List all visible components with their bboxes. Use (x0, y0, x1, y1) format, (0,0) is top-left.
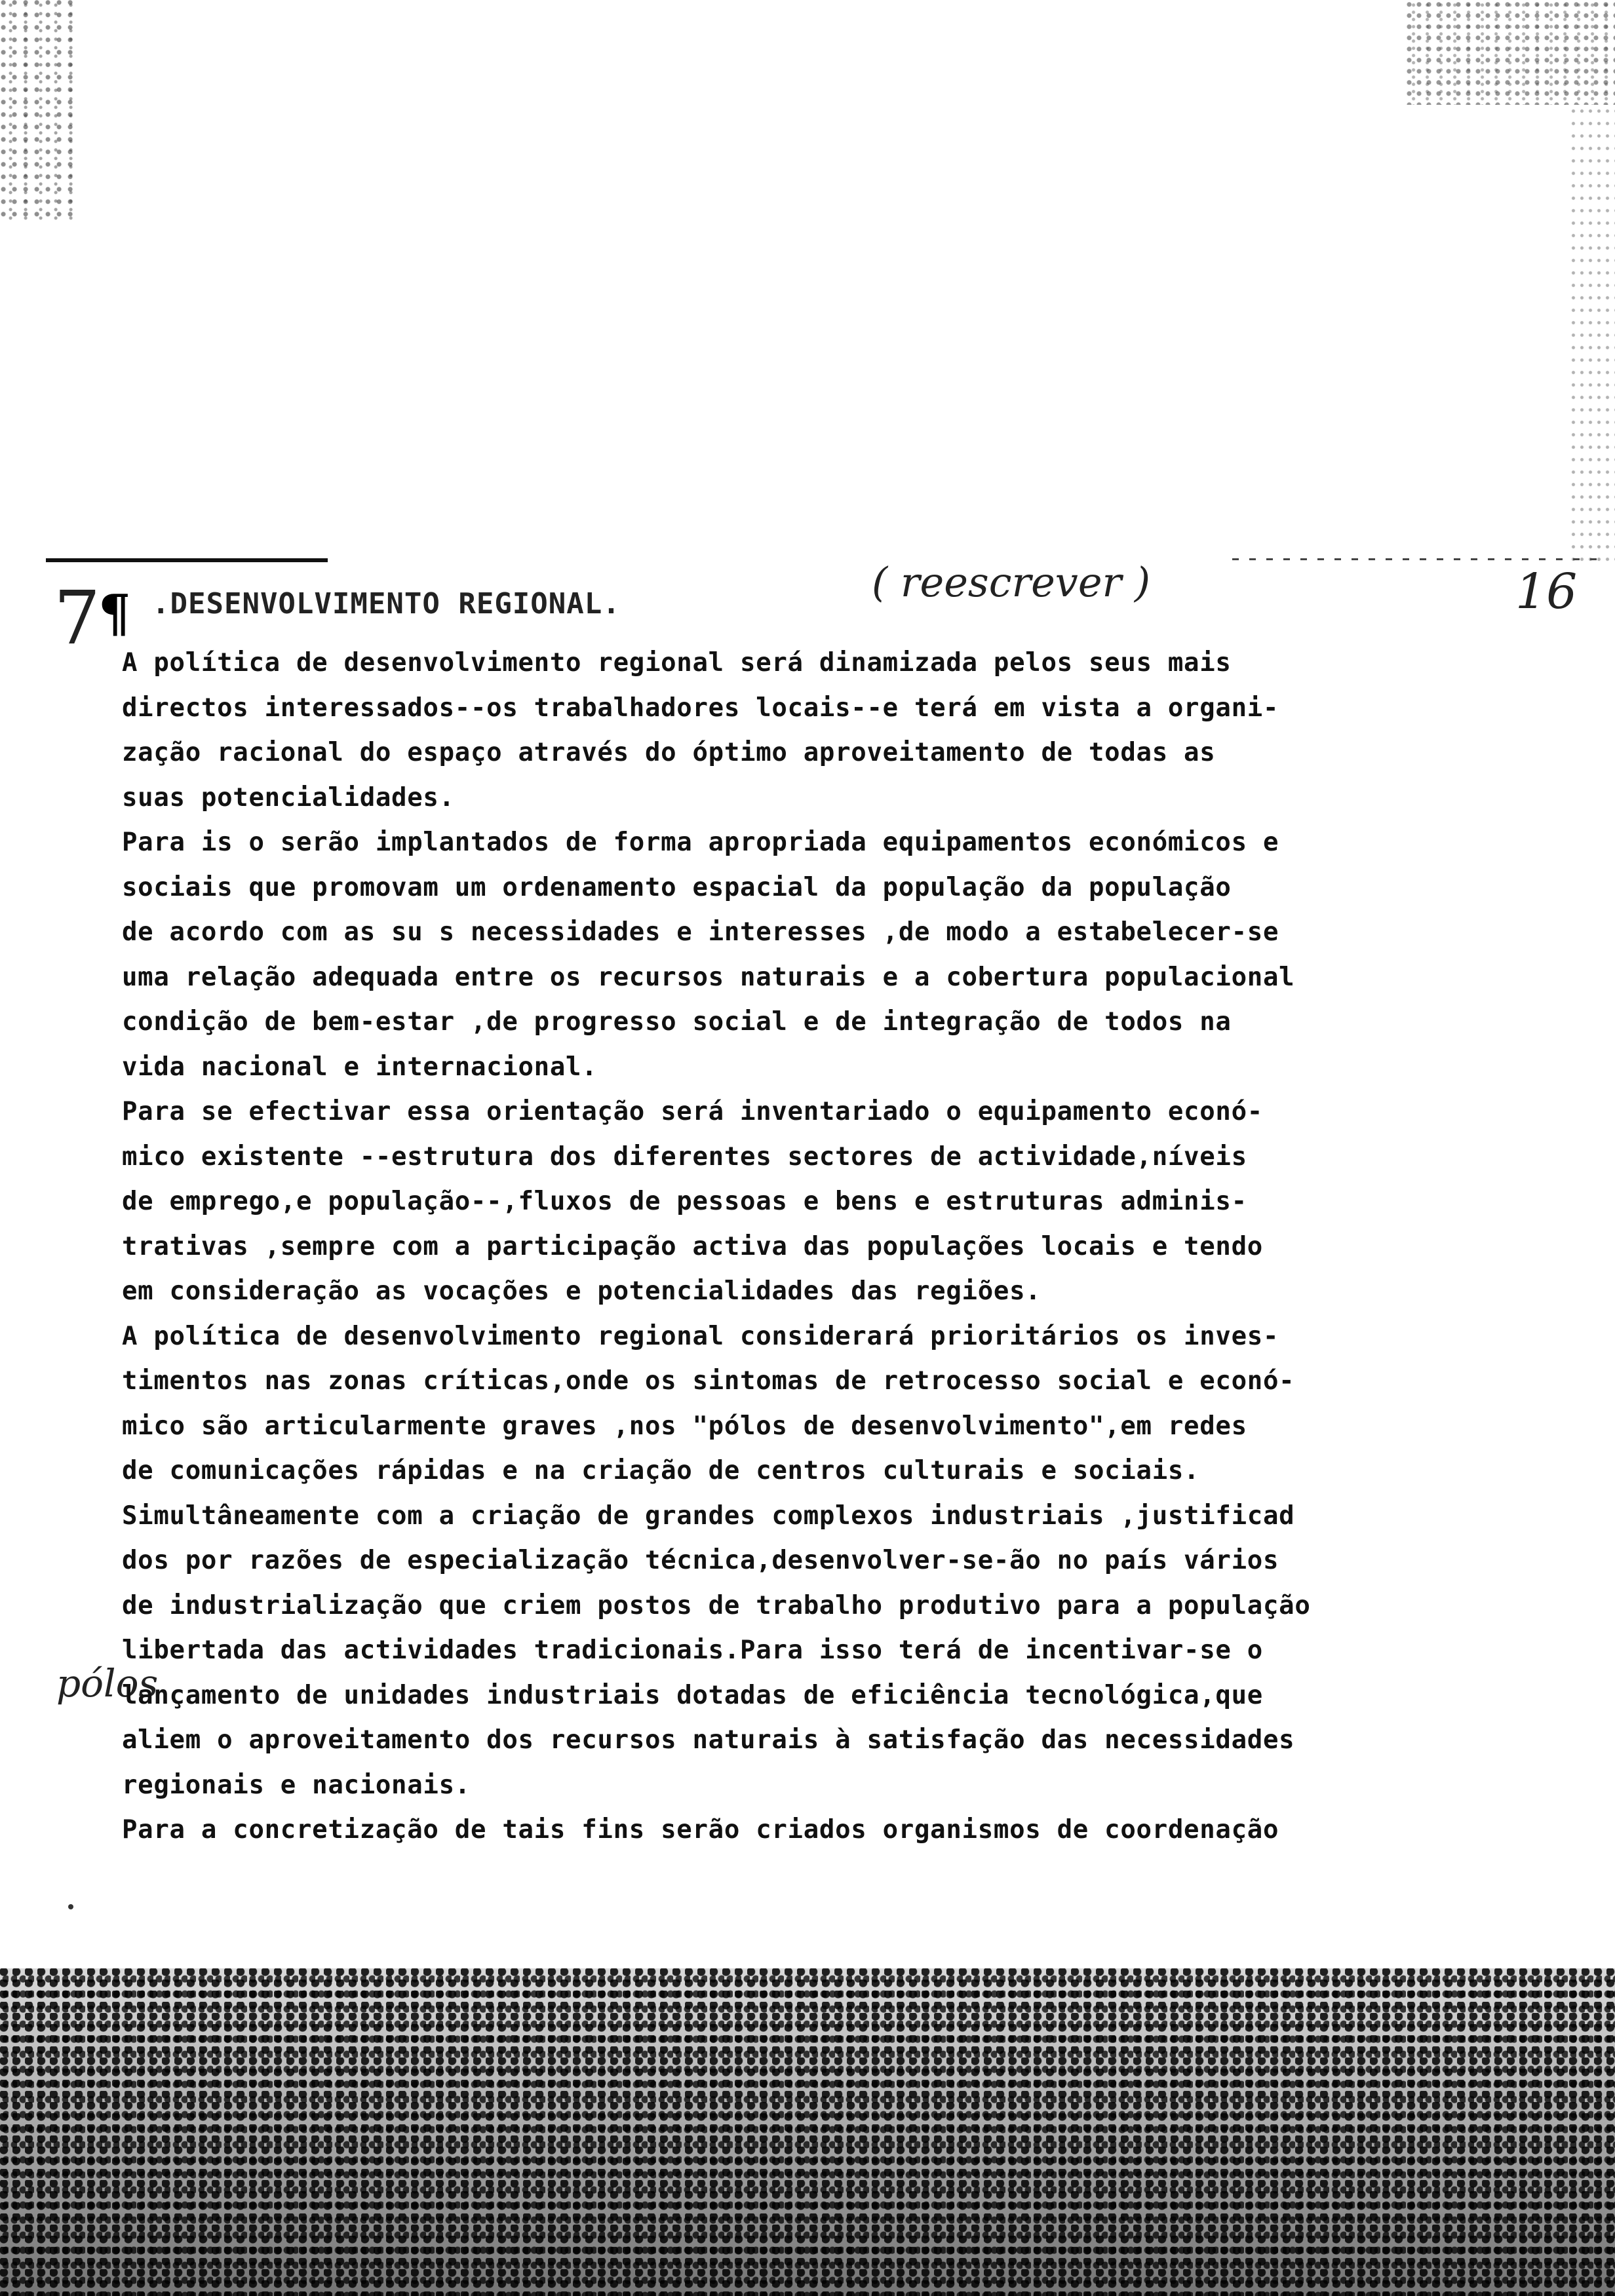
handwritten-margin-note: pólos (56, 1661, 159, 1706)
text-line: trativas ,sempre com a participação activa das populações locais e tendo (122, 1231, 1263, 1261)
text-line: dos por razões de especialização técnica,desenvolver-se-ão no país vários (122, 1546, 1279, 1575)
text-line: mico existente --estrutura dos diferentes sectores de actividade,níveis (122, 1141, 1247, 1172)
handwritten-section-mark: ¶ (98, 584, 131, 643)
text-line: mico são articularmente graves ,nos "pólos de desenvolvimento",em redes (122, 1411, 1247, 1441)
text-line: sociais que promovam um ordenamento espacial da população da população (122, 872, 1232, 902)
text-line: regionais e nacionais. (122, 1770, 471, 1800)
text-line: lançamento de unidades industriais dotadas de eficiência tecnológica,que (122, 1680, 1263, 1710)
text-line: timentos nas zonas críticas,onde os sintomas de retrocesso social e econó- (122, 1366, 1295, 1396)
text-line: de comunicações rápidas e na criação de centros culturais e sociais. (122, 1456, 1200, 1485)
text-line: suas potencialidades. (122, 782, 455, 813)
handwritten-note-reescrever: ( reescrever ) (872, 558, 1151, 606)
section-title: .DESENVOLVIMENTO REGIONAL. (152, 587, 621, 621)
top-rule (46, 558, 328, 562)
top-rule-dashed (1232, 558, 1599, 560)
scan-noise-bottom (0, 1968, 1615, 2296)
text-line: vida nacional e internacional. (122, 1052, 598, 1082)
text-line: A política de desenvolvimento regional considerará prioritários os inves- (122, 1321, 1279, 1351)
text-line: Para a concretização de tais fins serão criados organismos de coordenação (122, 1815, 1279, 1845)
scan-noise-right-edge (1569, 105, 1615, 564)
text-line: directos interessados--os trabalhadores locais--e terá em vista a organi- (122, 693, 1279, 723)
text-line: condição de bem-estar ,de progresso social e de integração de todos na (122, 1007, 1232, 1037)
text-line: A política de desenvolvimento regional será dinamizada pelos seus mais (122, 648, 1232, 678)
text-line: Simultâneamente com a criação de grandes complexos industriais ,justificad (122, 1501, 1295, 1531)
text-line: de acordo com as su s necessidades e interesses ,de modo a estabelecer-se (122, 917, 1279, 947)
scan-noise-top-left (0, 0, 79, 223)
text-line: em consideração as vocações e potencialidades das regiões. (122, 1276, 1041, 1306)
margin-dot (68, 1904, 73, 1909)
handwritten-section-number: 7 (54, 576, 101, 661)
scan-noise-top-right (1405, 0, 1615, 105)
text-line: aliem o aproveitamento dos recursos naturais à satisfação das necessidades (122, 1725, 1295, 1755)
text-line: uma relação adequada entre os recursos naturais e a cobertura populacional (122, 962, 1295, 992)
text-line: Para se efectivar essa orientação será inventariado o equipamento econó- (122, 1097, 1263, 1126)
text-line: zação racional do espaço através do óptimo aproveitamento de todas as (122, 738, 1216, 767)
text-line: de industrialização que criem postos de trabalho produtivo para a população (122, 1590, 1311, 1620)
text-line: de emprego,e população--,fluxos de pessoas e bens e estruturas adminis- (122, 1187, 1247, 1216)
text-line: libertada das actividades tradicionais.Para isso terá de incentivar-se o (122, 1636, 1263, 1665)
handwritten-page-number: 16 (1515, 564, 1578, 620)
text-line: Para is o serão implantados de forma apropriada equipamentos económicos e (122, 828, 1279, 857)
body-text (122, 641, 1603, 1853)
